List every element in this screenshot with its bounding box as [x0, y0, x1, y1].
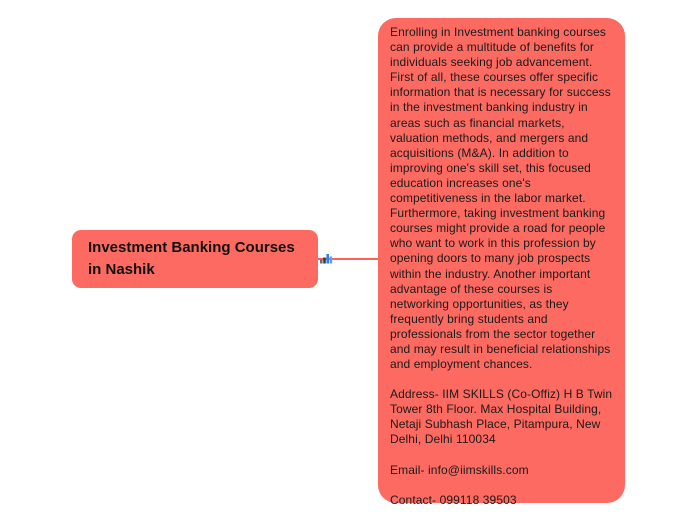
bar-chart-icon[interactable] — [320, 252, 335, 264]
detail-node-course-description[interactable] — [378, 18, 625, 507]
topic-node-label: Investment Banking Courses in Nashik — [88, 239, 295, 278]
topic-node-investment-banking[interactable] — [72, 230, 318, 288]
detail-paragraph-address: Address- IIM SKILLS (Co-Offiz) H B Twin Tower 8th Floor. Max Hospital Building, Netaji Subhash Place, Pitampura, New Delhi, Delhi 110034 — [390, 387, 613, 447]
detail-paragraph-email: Email- info@iimskills.com — [390, 462, 529, 477]
detail-paragraph-contact: Contact- 099118 39503 — [390, 492, 517, 507]
detail-paragraph-benefits: Enrolling in Investment banking courses can provide a multitude of benefits for individuals seeking job advancement. First of all, these courses offer specific information that is necessary for success in the investment banking industry in areas such as financial markets, valuation methods, and mergers and acquisitions (M&A). In addition to improving one's skill set, this focused education increases one's competitiveness in the labor market. Furthermore, taking investment banking courses might provide a road for people who want to work in this profession by opening doors to many job prospects within the industry. Another important advantage of these courses is networking opportunities, as they frequently bring students and professionals from the sector together and may result in beneficial relationships and employment chances. — [390, 25, 611, 372]
